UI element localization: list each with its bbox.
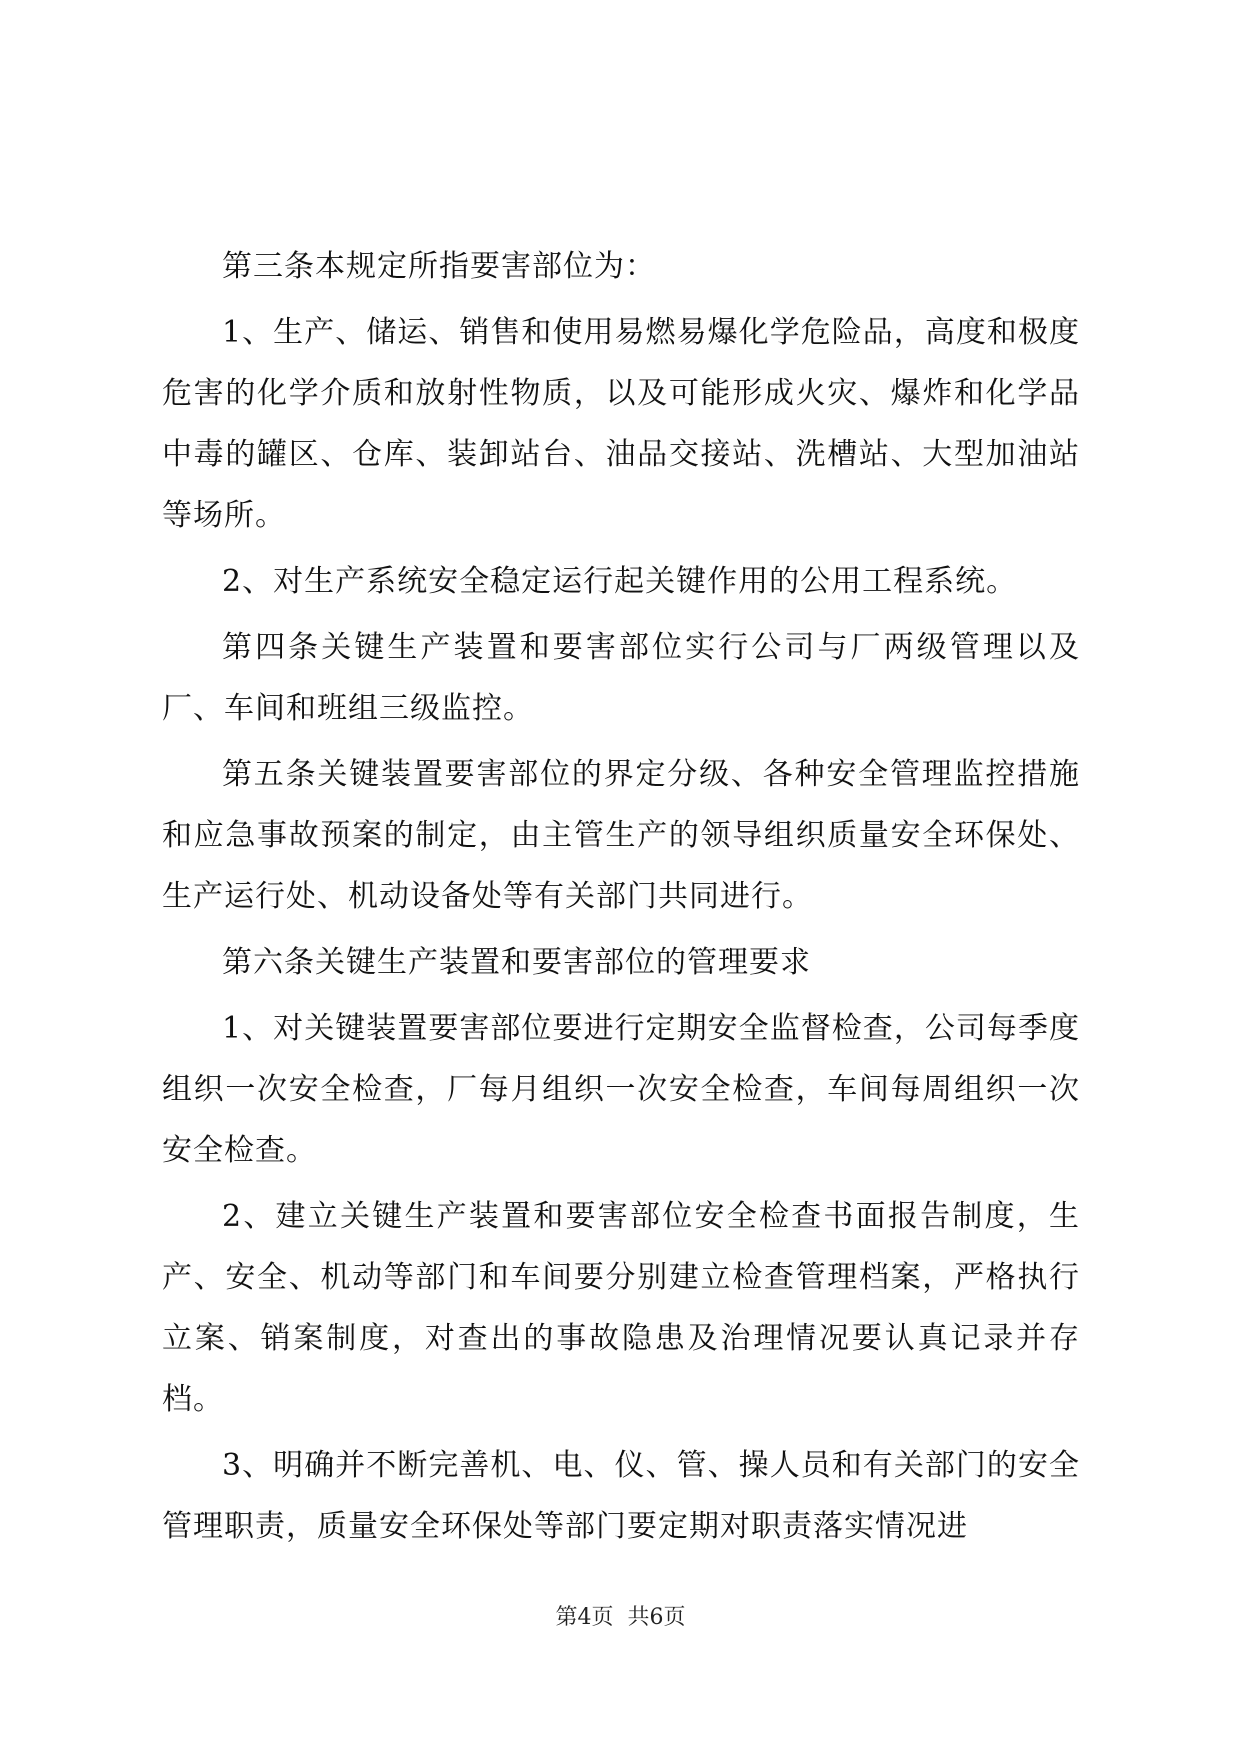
page-footer	[0, 1600, 1241, 1631]
paragraph-requirement-2: 2、建立关键生产装置和要害部位安全检查书面报告制度，生产、安全、机动等部门和车间要分别建立检查管理档案，严格执行立案、销案制度，对查出的事故隐患及治理情况要认真记录并存档。	[162, 1199, 1080, 1417]
paragraph-item-2-utility-systems: 2、对生产系统安全稳定运行起关键作用的公用工程系统。	[222, 564, 1018, 599]
paragraph-article-6: 第六条关键生产装置和要害部位的管理要求	[222, 945, 811, 980]
paragraph-article-3: 第三条本规定所指要害部位为：	[222, 249, 656, 284]
paragraph-article-5: 第五条关键装置要害部位的界定分级、各种安全管理监控措施和应急事故预案的制定，由主管生产的领导组织质量安全环保处、生产运行处、机动设备处等有关部门共同进行。	[162, 757, 1080, 914]
paragraph-item-1-hazard-sites: 1、生产、储运、销售和使用易燃易爆化学危险品，高度和极度危害的化学介质和放射性物质，以及可能形成火灾、爆炸和化学品中毒的罐区、仓库、装卸站台、油品交接站、洗槽站、大型加油站等场所。	[162, 315, 1080, 533]
paragraph-requirement-1: 1、对关键装置要害部位要进行定期安全监督检查，公司每季度组织一次安全检查，厂每月组织一次安全检查，车间每周组织一次安全检查。	[162, 1011, 1080, 1168]
page-number-label: 第4页 共6页	[555, 1605, 686, 1630]
paragraph-article-4: 第四条关键生产装置和要害部位实行公司与厂两级管理以及厂、车间和班组三级监控。	[162, 630, 1080, 726]
paragraph-requirement-3: 3、明确并不断完善机、电、仪、管、操人员和有关部门的安全管理职责，质量安全环保处等部门要定期对职责落实情况进	[162, 1448, 1080, 1544]
document-body	[162, 236, 1080, 1562]
